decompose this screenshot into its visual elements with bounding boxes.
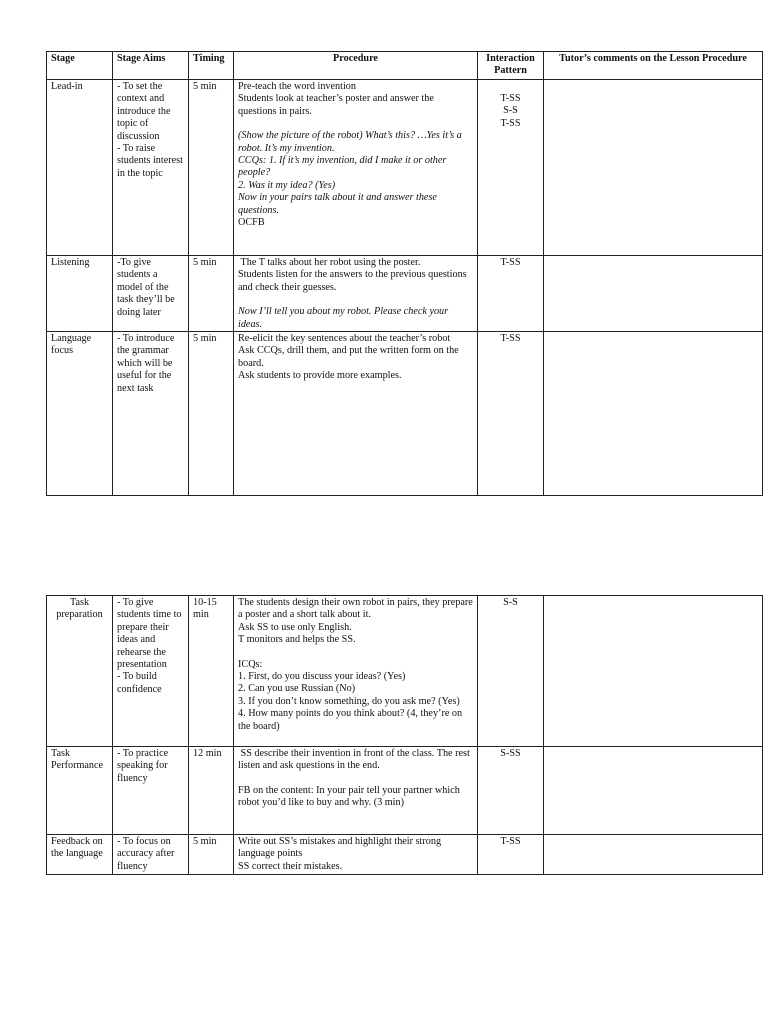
comments-cell — [544, 747, 763, 835]
timing-cell: 10-15 min — [189, 596, 234, 747]
aims-text: - To give students time to prepare their ideas and rehearse the presentation - To build confidence — [117, 597, 182, 695]
lesson-plan-table-1 — [46, 51, 763, 496]
interaction-cell: T-SS — [478, 256, 544, 332]
comments-cell — [544, 596, 763, 747]
stage-cell: Feedback on the language — [47, 835, 113, 875]
header-stage-aims: Stage Aims — [113, 52, 189, 80]
aims-cell — [113, 596, 189, 747]
timing-cell: 5 min — [189, 332, 234, 496]
header-row — [47, 52, 763, 80]
procedure-cell — [234, 80, 478, 256]
comments-cell — [544, 256, 763, 332]
comments-cell — [544, 80, 763, 256]
header-stage: Stage — [47, 52, 113, 80]
procedure-line: Students listen for the answers to the previous questions and check their guesses. — [238, 269, 470, 293]
header-interaction: Interaction Pattern — [478, 52, 544, 80]
icq-line: 2. Can you use Russian (No) — [238, 683, 356, 695]
comments-cell — [544, 835, 763, 875]
procedure-cell — [234, 256, 478, 332]
procedure-line: Re-elicit the key sentences about the teacher’s robot — [238, 333, 451, 345]
aims-text: - To set the context and introduce the topic of discussion - To raise students interest in the topic — [117, 81, 183, 179]
stage-cell: Listening — [47, 256, 113, 332]
procedure-italic-line: (Show the picture of the robot) What’s this? …Yes it’s a robot. It’s my invention. — [238, 130, 465, 154]
table-row — [47, 80, 763, 256]
comments-cell — [544, 332, 763, 496]
aims-cell — [113, 80, 189, 256]
header-procedure: Procedure — [234, 52, 478, 80]
table-row — [47, 596, 763, 747]
procedure-italic-line: Now I’ll tell you about my robot. Please check your ideas. — [238, 306, 451, 330]
procedure-italic-line: Now in your pairs talk about it and answer these questions. — [238, 192, 440, 216]
interaction-cell: T-SS — [478, 835, 544, 875]
procedure-line: T monitors and helps the SS. — [238, 634, 356, 646]
procedure-cell — [234, 835, 478, 875]
aims-cell — [113, 747, 189, 835]
table-row — [47, 256, 763, 332]
procedure-line: Pre-teach the word invention — [238, 81, 356, 92]
stage-cell: Task preparation — [47, 596, 113, 747]
procedure-line: Ask SS to use only English. — [238, 621, 352, 633]
icq-line: 4. How many points do you think about? (4, they’re on the board) — [238, 708, 465, 732]
icq-line: ICQs: — [238, 658, 263, 670]
lesson-plan-table-2 — [46, 595, 763, 875]
procedure-line: SS correct their mistakes. — [238, 860, 343, 872]
table-row — [47, 332, 763, 496]
aims-cell — [113, 332, 189, 496]
icq-line: 1. First, do you discuss your ideas? (Yes) — [238, 671, 406, 683]
procedure-line: Write out SS’s mistakes and highlight their strong language points — [238, 836, 444, 860]
procedure-italic-line: 2. Was it my idea? (Yes) — [238, 179, 336, 191]
timing-cell: 5 min — [189, 80, 234, 256]
procedure-line: Ask CCQs, drill them, and put the written form on the board. — [238, 345, 462, 369]
header-timing: Timing — [189, 52, 234, 80]
timing-cell: 5 min — [189, 256, 234, 332]
procedure-line: SS describe their invention in front of the class. The rest listen and ask questions in the end. — [238, 748, 473, 772]
icq-line: 3. If you don’t know something, do you ask me? (Yes) — [238, 695, 460, 707]
timing-cell: 12 min — [189, 747, 234, 835]
timing-cell: 5 min — [189, 835, 234, 875]
table-row — [47, 835, 763, 875]
aims-text: - To introduce the grammar which will be useful for the next task — [117, 333, 177, 394]
procedure-line: Students look at teacher’s poster and answer the questions in pairs. — [238, 93, 437, 117]
procedure-line: Ask students to provide more examples. — [238, 370, 402, 382]
stage-cell: Lead-in — [47, 80, 113, 256]
procedure-italic-line: CCQs: 1. If it’s my invention, did I make it or other people? — [238, 155, 449, 179]
interaction-text: T-SS S-S T-SS — [500, 93, 521, 129]
interaction-cell: T-SS — [478, 332, 544, 496]
interaction-cell: S-S — [478, 596, 544, 747]
aims-cell — [113, 835, 189, 875]
procedure-line: FB on the content: In your pair tell your partner which robot you’d like to buy and why. (3 min) — [238, 784, 463, 809]
procedure-line: The T talks about her robot using the poster. — [238, 257, 421, 268]
interaction-cell: S-SS — [478, 747, 544, 835]
procedure-cell — [234, 596, 478, 747]
table-row — [47, 747, 763, 835]
procedure-line: OCFB — [238, 217, 265, 229]
procedure-line: The students design their own robot in pairs, they prepare a poster and a short talk about it. — [238, 597, 476, 621]
stage-cell: Language focus — [47, 332, 113, 496]
procedure-cell — [234, 332, 478, 496]
procedure-cell — [234, 747, 478, 835]
stage-cell: Task Performance — [47, 747, 113, 835]
aims-cell — [113, 256, 189, 332]
aims-text: - To focus on accuracy after fluency — [117, 836, 177, 872]
aims-text: -To give students a model of the task they’ll be doing later — [117, 257, 178, 318]
header-tutor-comments: Tutor’s comments on the Lesson Procedure — [544, 52, 763, 80]
interaction-cell — [478, 80, 544, 256]
aims-text: - To practice speaking for fluency — [117, 748, 171, 784]
